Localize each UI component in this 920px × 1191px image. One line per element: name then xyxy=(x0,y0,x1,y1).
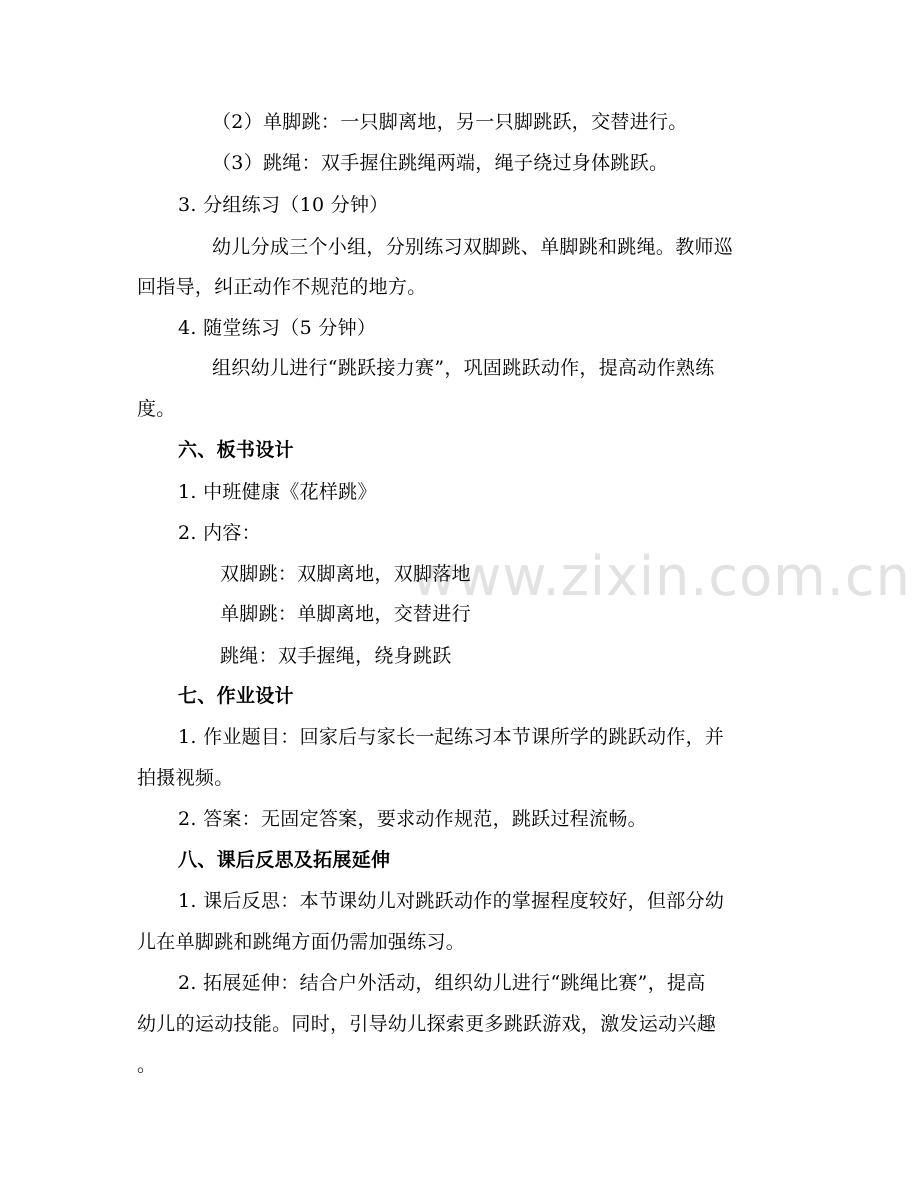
text-line: 单脚跳：单脚离地，交替进行 xyxy=(220,603,471,625)
text-line: 幼儿的运动技能。同时，引导幼儿探索更多跳跃游戏，激发运动兴趣 xyxy=(137,1013,717,1035)
list-item: 3. 分组练习（10 分钟） xyxy=(178,194,389,216)
text-line: （3）跳绳：双手握住跳绳两端，绳子绕过身体跳跃。 xyxy=(212,152,669,174)
text-line: 。 xyxy=(137,1054,157,1076)
watermark: www.zixin.com.cn xyxy=(412,545,911,608)
text-line: 度。 xyxy=(137,398,176,420)
text-line: 拍摄视频。 xyxy=(137,767,234,789)
text-line: 跳绳：双手握绳，绕身跳跃 xyxy=(220,645,452,667)
list-item: 2. 答案：无固定答案，要求动作规范，跳跃过程流畅。 xyxy=(178,808,647,830)
section-heading: 七、作业设计 xyxy=(178,685,294,707)
section-heading: 六、板书设计 xyxy=(178,439,294,461)
list-item: 1. 作业题目：回家后与家长一起练习本节课所学的跳跃动作，并 xyxy=(178,726,725,748)
text-line: 儿在单脚跳和跳绳方面仍需加强练习。 xyxy=(137,931,466,953)
list-item: 2. 内容： xyxy=(178,522,261,544)
text-line: 双脚跳：双脚离地，双脚落地 xyxy=(220,563,471,585)
section-heading: 八、课后反思及拓展延伸 xyxy=(178,849,391,871)
text-line: 回指导，纠正动作不规范的地方。 xyxy=(137,276,427,298)
text-line: 幼儿分成三个小组，分别练习双脚跳、单脚跳和跳绳。教师巡 xyxy=(212,236,734,258)
text-line: 组织幼儿进行“跳跃接力赛”，巩固跳跃动作，提高动作熟练 xyxy=(212,357,715,379)
list-item: 1. 中班健康《花样跳》 xyxy=(178,481,377,503)
list-item: 4. 随堂练习（5 分钟） xyxy=(178,317,377,339)
list-item: 1. 课后反思：本节课幼儿对跳跃动作的掌握程度较好，但部分幼 xyxy=(178,890,725,912)
list-item: 2. 拓展延伸：结合户外活动，组织幼儿进行“跳绳比赛”，提高 xyxy=(178,972,706,994)
text-line: （2）单脚跳：一只脚离地，另一只脚跳跃，交替进行。 xyxy=(212,111,688,133)
